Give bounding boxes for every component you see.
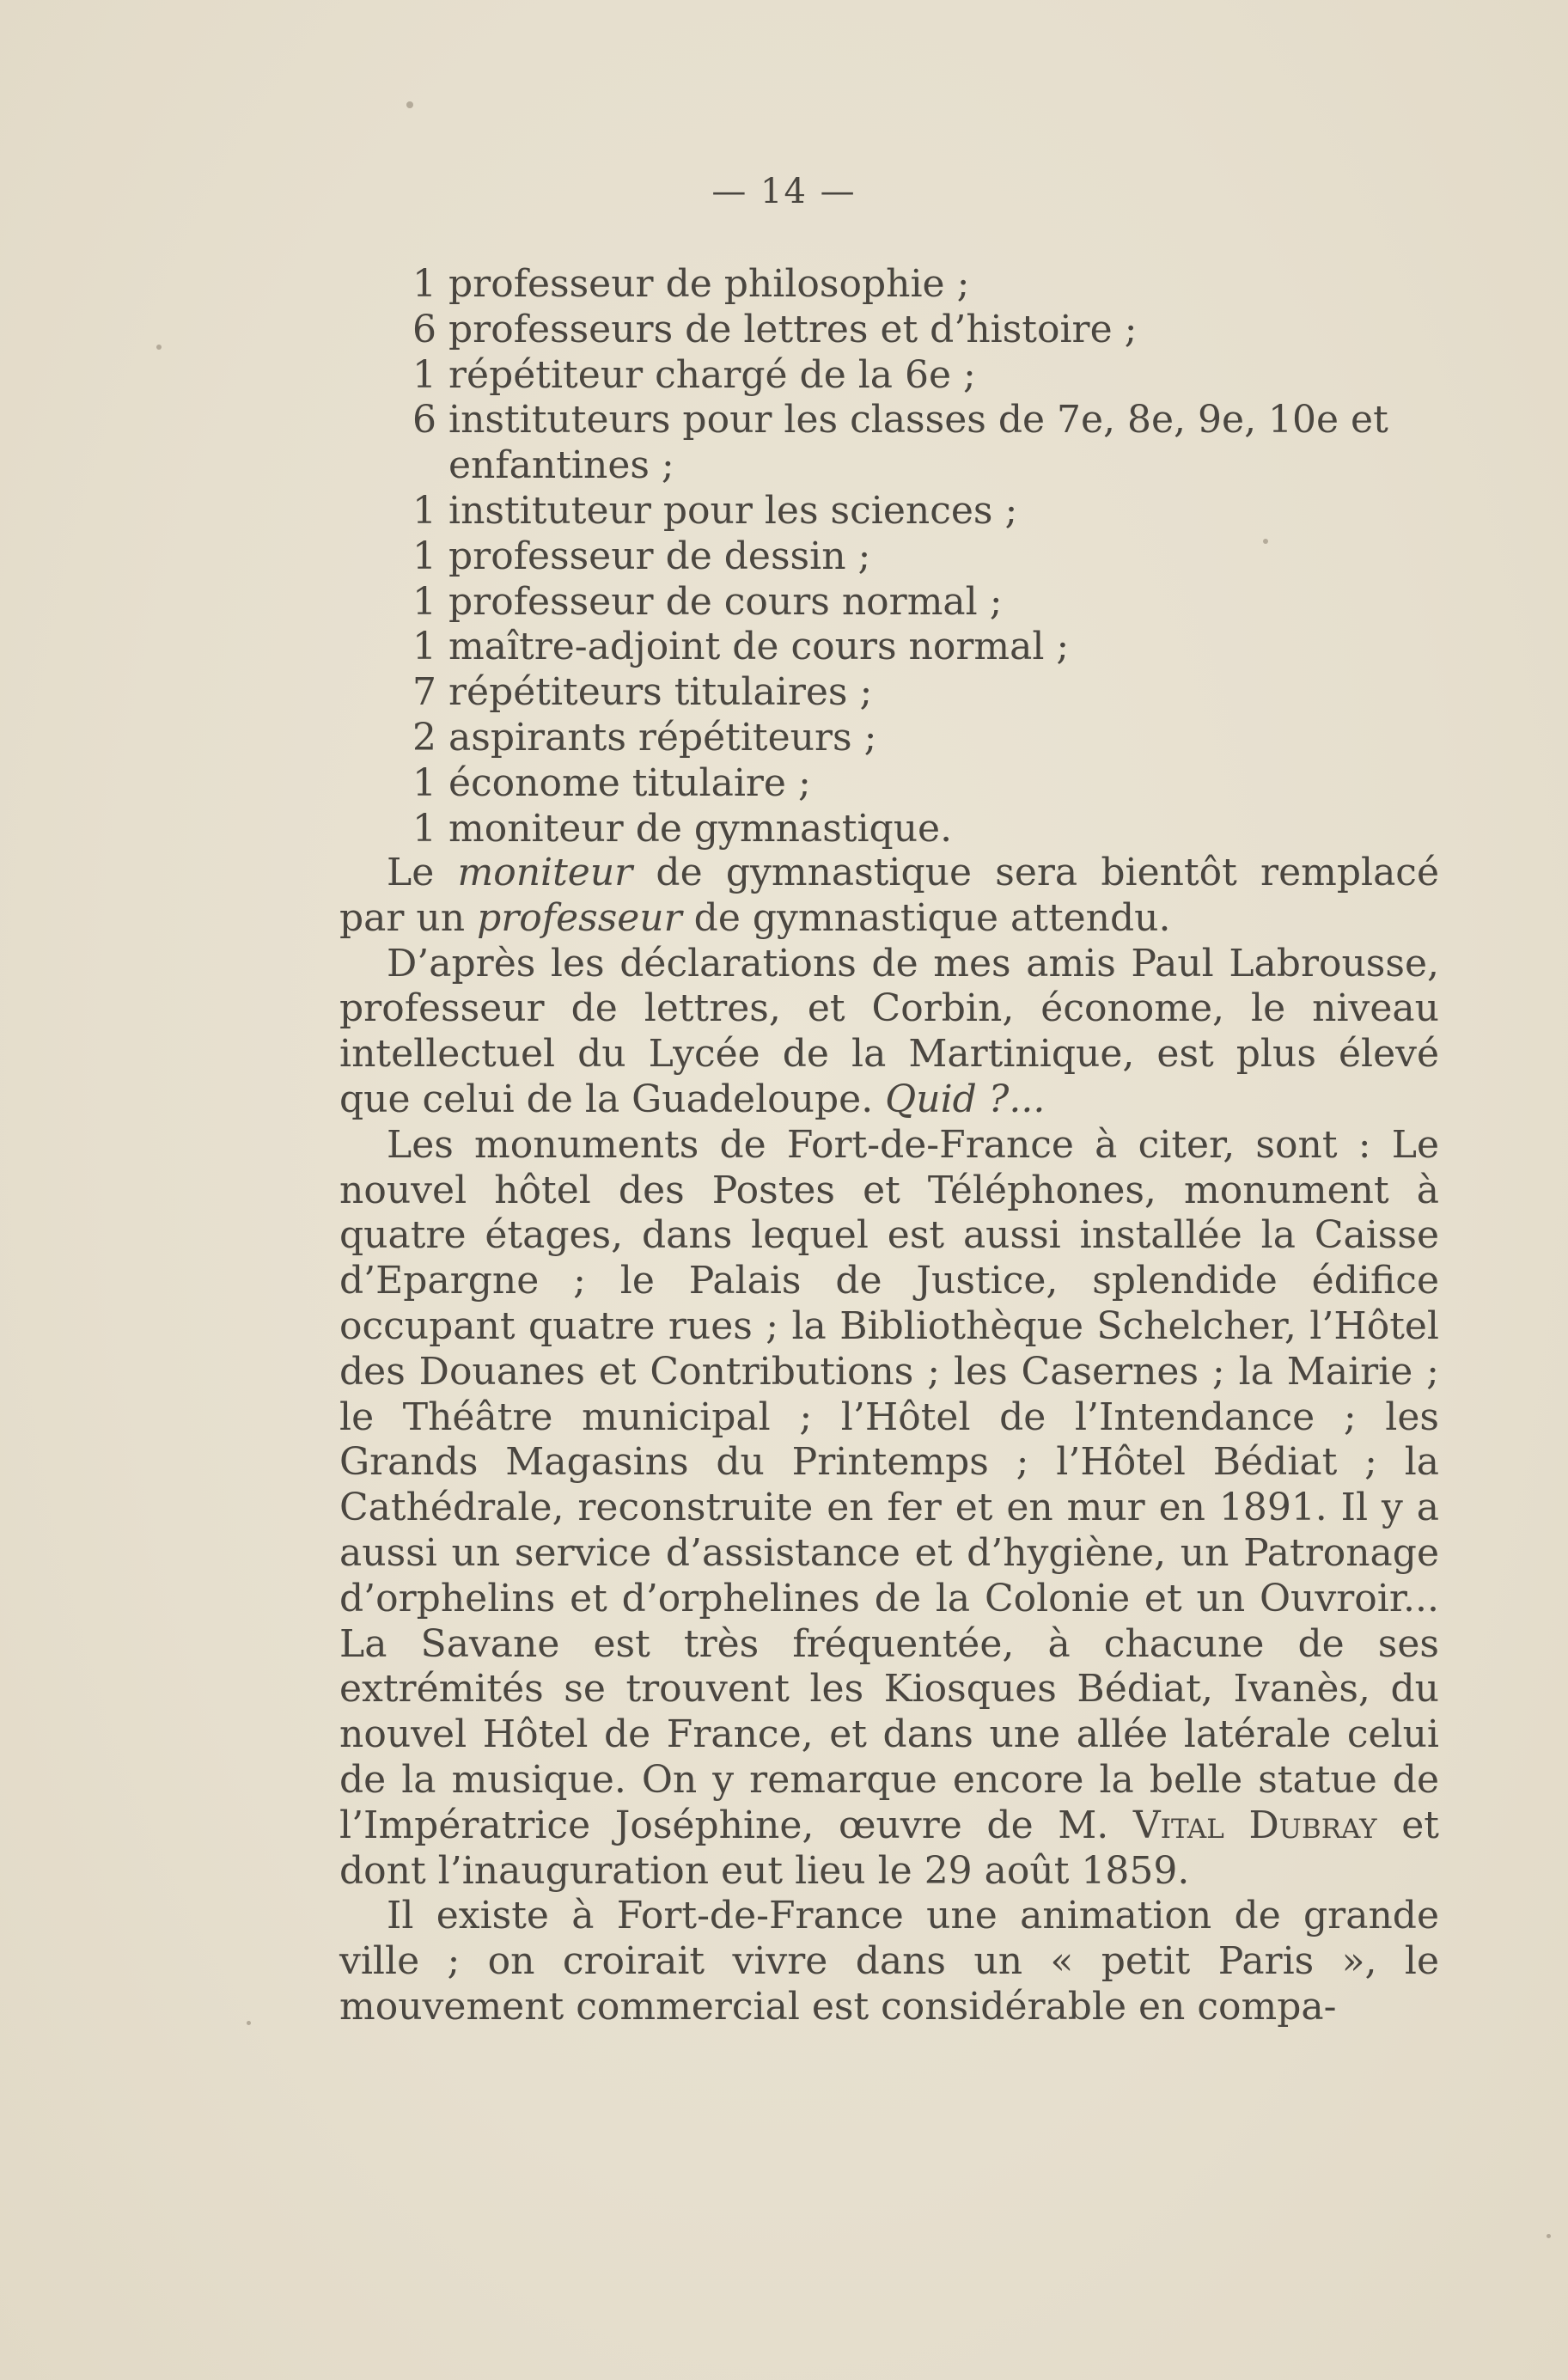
text-run: de gymnastique sera bientôt remplacé par un — [339, 851, 1439, 940]
print-speck — [1547, 2234, 1551, 2238]
paragraph-city-life — [339, 1894, 1439, 2029]
paragraph-monuments — [339, 1123, 1439, 1895]
list-item — [412, 625, 1443, 670]
list-item — [412, 262, 1443, 308]
list-item — [412, 398, 1443, 489]
staff-count: 1 — [412, 534, 436, 578]
staff-role: aspirants répétiteurs ; — [448, 715, 877, 760]
list-item — [412, 580, 1443, 626]
text-run: et dont l’inauguration eut lieu le 29 août 1859. — [339, 1803, 1439, 1893]
staff-role: professeur de cours normal ; — [448, 579, 1003, 624]
text-run: D’après les déclarations de mes amis Paul Labrousse, professeur de lettres, et Corbin, économe, le niveau intellectuel du Lycée de la Martinique, est plus élevé que celui de la Guadeloupe. — [339, 941, 1439, 1121]
list-item — [412, 716, 1443, 761]
print-speck — [406, 101, 413, 108]
staff-role: répétiteur chargé de la 6e ; — [448, 352, 976, 397]
list-item — [412, 353, 1443, 399]
staff-list — [412, 262, 1443, 851]
staff-role: moniteur de gymnastique. — [448, 806, 953, 851]
text-run: Les monuments de Fort-de-France à citer, sont : Le nouvel hôtel des Postes et Téléphones, monument à quatre étages, dans lequel est aussi installée la Caisse d’Epargne ; le Palais de Justice, splendide édifice occupant quatre rues ; la Bibliothèque Schelcher, l’Hôtel des Douanes et Contributions ; les Casernes ; la Mairie ; le Théâtre municipal ; l’Hôtel de l’Intendance ; les Grands Magasins du Printemps ; l’Hôtel Bédiat ; la Cathédrale, reconstruite en fer et en mur en 1891. Il y a aussi un service d’assistance et d’hygiène, un Patronage d’orphelins et d’orphelines de la Colonie et un Ouvroir... La Savane est très fréquentée, à chacune de ses extrémités se trouvent les Kiosques Bédiat, Ivanès, du nouvel Hôtel de France, et dans une allée latérale celui de la musique. On y remarque encore la belle statue de l’Impératrice Joséphine, œuvre de M. — [339, 1122, 1439, 1847]
list-item — [412, 761, 1443, 807]
print-speck — [247, 2021, 251, 2025]
staff-role: économe titulaire ; — [448, 760, 811, 805]
list-item — [412, 670, 1443, 716]
staff-count: 6 — [412, 307, 436, 351]
staff-role: maître-adjoint de cours normal ; — [448, 625, 1070, 669]
staff-count: 7 — [412, 670, 436, 715]
staff-count: 1 — [412, 760, 436, 805]
staff-role: instituteurs pour les classes de 7e, 8e, 9e, 10e et enfantines ; — [448, 398, 1388, 488]
staff-count: 6 — [412, 398, 436, 442]
italic-term: moniteur — [457, 851, 633, 894]
list-item — [412, 534, 1443, 580]
staff-count: 1 — [412, 806, 436, 851]
text-run: Il existe à Fort-de-France une animation de grande ville ; on croirait vivre dans un « petit Paris », le mouvement commercial est considérable en compa- — [339, 1894, 1439, 2029]
text-run: Le — [387, 851, 458, 894]
staff-count: 1 — [412, 262, 436, 306]
text-run: de gymnastique attendu. — [681, 895, 1171, 940]
staff-count: 1 — [412, 625, 436, 669]
list-item — [412, 308, 1443, 353]
italic-term: Quid ?... — [885, 1077, 1046, 1121]
staff-role: instituteur pour les sciences ; — [448, 488, 1018, 533]
paragraph-lycee-level — [339, 942, 1439, 1123]
staff-count: 1 — [412, 488, 436, 533]
page-number: — 14 — — [711, 172, 857, 211]
staff-count: 1 — [412, 579, 436, 624]
staff-role: répétiteurs titulaires ; — [448, 670, 873, 715]
small-caps-name: Vital Dubray — [1132, 1803, 1377, 1847]
staff-role: professeurs de lettres et d’histoire ; — [448, 307, 1138, 351]
list-item — [412, 807, 1443, 852]
staff-role: professeur de philosophie ; — [448, 262, 970, 306]
list-item — [412, 489, 1443, 534]
staff-count: 1 — [412, 352, 436, 397]
staff-count: 2 — [412, 715, 436, 760]
italic-term: professeur — [477, 895, 682, 940]
staff-role: professeur de dessin ; — [448, 534, 871, 578]
print-speck — [156, 345, 162, 350]
paragraph-gymnastics — [339, 851, 1439, 942]
body-text — [339, 851, 1439, 2030]
